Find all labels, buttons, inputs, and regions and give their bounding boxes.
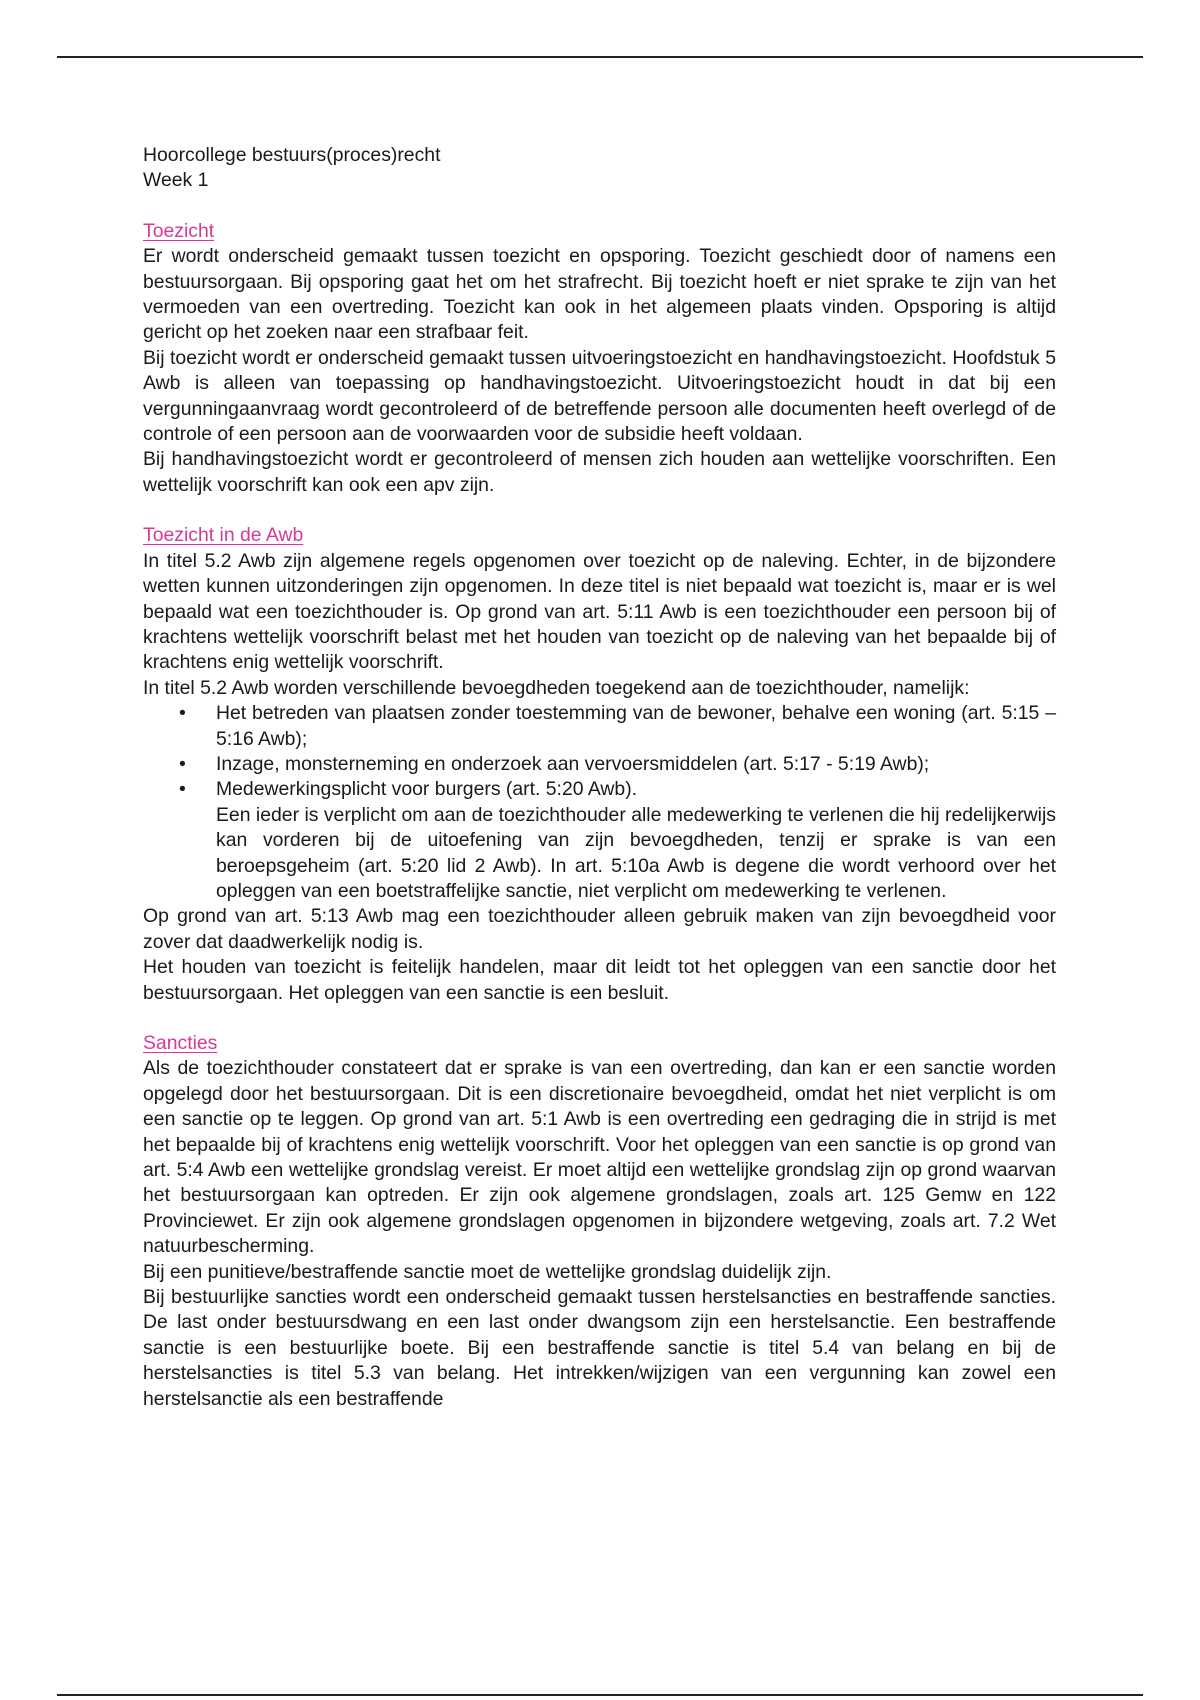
- list-item-text: Het betreden van plaatsen zonder toestemming van de bewoner, behalve een woning (art. 5:15 – 5:16 Awb);: [216, 702, 1056, 750]
- paragraph: Het houden van toezicht is feitelijk handelen, maar dit leidt tot het opleggen van een sanctie door het bestuursorgaan. Het opleggen van een sanctie is een besluit.: [143, 956, 1056, 1004]
- list-item: [143, 752, 1056, 777]
- list-item-subtext: Een ieder is verplicht om aan de toezichthouder alle medewerking te verlenen die hij redelijkerwijs kan vorderen bij de uitoefening van zijn bevoegdheden, tenzij er sprake is van een beroepsgeheim (art. 5:20 lid 2 Awb). In art. 5:10a Awb is degene die wordt verhoord over het opleggen van een boetstraffelijke sanctie, niet verplicht om medewerking te verlenen.: [216, 803, 1056, 902]
- section-heading-toezicht-in-de-awb: Toezicht in de Awb: [143, 524, 304, 547]
- list-item-text: Medewerkingsplicht voor burgers (art. 5:20 Awb).: [216, 778, 638, 801]
- paragraph: Bij toezicht wordt er onderscheid gemaakt tussen uitvoeringstoezicht en handhavingstoezicht. Hoofdstuk 5 Awb is alleen van toepassing op handhavingstoezicht. Uitvoeringstoezicht houdt in dat bij een vergunningaanvraag wordt gecontroleerd of de betreffende persoon alle documenten heeft overlegd of de controle of een persoon aan de voorwaarden voor de subsidie heeft voldaan.: [143, 346, 1056, 446]
- document-week: Week 1: [143, 169, 209, 192]
- paragraph: Bij handhavingstoezicht wordt er gecontroleerd of mensen zich houden aan wettelijke voorschriften. Een wettelijk voorschrift kan ook een apv zijn.: [143, 448, 1056, 496]
- list-item-text: Inzage, monsterneming en onderzoek aan vervoersmiddelen (art. 5:17 - 5:19 Awb);: [216, 752, 930, 775]
- document-title: Hoorcollege bestuurs(proces)recht: [143, 144, 441, 166]
- paragraph: Als de toezichthouder constateert dat er sprake is van een overtreding, dan kan er een sanctie worden opgelegd door het bestuursorgaan. Dit is een discretionaire bevoegdheid, omdat het niet verplicht is om een sanctie op te leggen. Op grond van art. 5:1 Awb is een overtreding een gedraging die in strijd is met het bepaalde bij of krachtens enig wettelijk voorschrift. Voor het opleggen van een sanctie is op grond van art. 5:4 Awb een wettelijke grondslag vereist. Er moet altijd een wettelijke grondslag zijn op grond waarvan het bestuursorgaan kan optreden. Er zijn ook algemene grondslagen, zoals art. 125 Gemw en 122 Provinciewet. Er zijn ook algemene grondslagen opgenomen in bijzondere wetgeving, zoals art. 7.2 Wet natuurbescherming.: [143, 1057, 1056, 1258]
- top-rule: [57, 56, 1143, 58]
- bullet-icon: •: [179, 778, 186, 801]
- section-heading-sancties: Sancties: [143, 1032, 218, 1054]
- paragraph: Op grond van art. 5:13 Awb mag een toezichthouder alleen gebruik maken van zijn bevoegdheid voor zover dat daadwerkelijk nodig is.: [143, 905, 1056, 953]
- paragraph: In titel 5.2 Awb zijn algemene regels opgenomen over toezicht op de naleving. Echter, in de bijzondere wetten kunnen uitzonderingen zijn opgenomen. In deze titel is niet bepaald wat toezicht is, maar er is wel bepaald wat een toezichthouder is. Op grond van art. 5:11 Awb is een toezichthouder een persoon bij of krachtens wettelijk voorschrift belast met het houden van toezicht op de naleving van het bepaalde bij of krachtens enig wettelijk voorschrift.: [143, 549, 1056, 674]
- bullet-icon: •: [179, 702, 186, 725]
- document-body: [143, 143, 1056, 1412]
- section-heading-toezicht: Toezicht: [143, 219, 215, 242]
- bevoegdheden-list: [143, 701, 1056, 904]
- paragraph: In titel 5.2 Awb worden verschillende bevoegdheden toegekend aan de toezichthouder, namelijk:: [143, 676, 970, 699]
- bottom-rule: [57, 1694, 1143, 1696]
- list-item: [143, 701, 1056, 752]
- paragraph: Er wordt onderscheid gemaakt tussen toezicht en opsporing. Toezicht geschiedt door of namens een bestuursorgaan. Bij opsporing gaat het om het strafrecht. Bij toezicht hoeft er niet sprake te zijn van het vermoeden van een overtreding. Toezicht kan ook in het algemeen plaats vinden. Opsporing is altijd gericht op het zoeken naar een strafbaar feit.: [143, 245, 1056, 344]
- bullet-icon: •: [179, 752, 186, 775]
- paragraph: Bij een punitieve/bestraffende sanctie moet de wettelijke grondslag duidelijk zijn.: [143, 1260, 832, 1283]
- paragraph: Bij bestuurlijke sancties wordt een onderscheid gemaakt tussen herstelsancties en bestraffende sancties. De last onder bestuursdwang en een last onder dwangsom zijn een herstelsanctie. Een bestraffende sanctie is een bestuurlijke boete. Bij een bestraffende sanctie is titel 5.4 van belang en bij de herstelsancties is titel 5.3 van belang. Het intrekken/wijzigen van een vergunning kan zowel een herstelsanctie als een bestraffende: [143, 1286, 1056, 1410]
- list-item: [143, 777, 1056, 904]
